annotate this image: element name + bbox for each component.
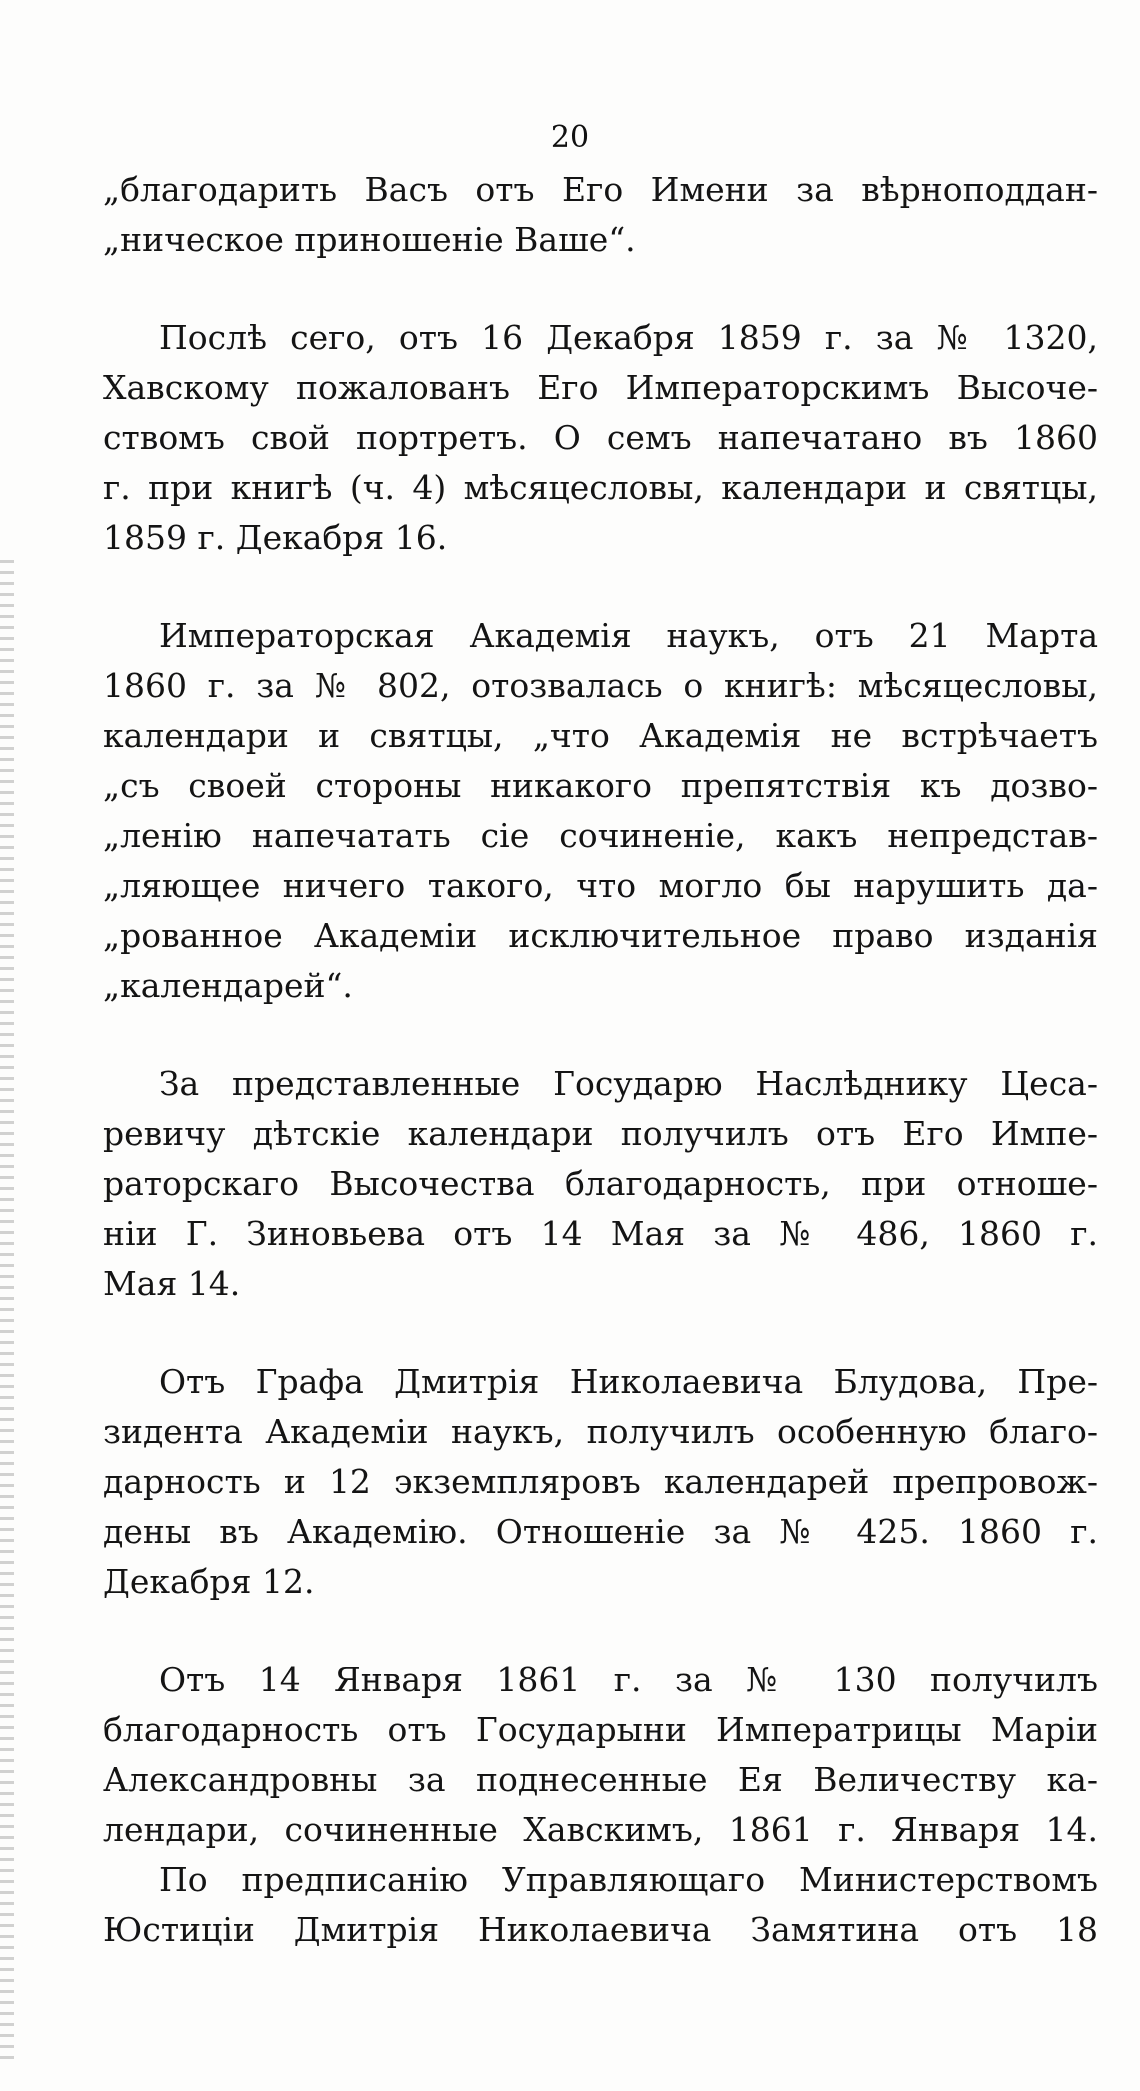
text-line: Юстиціи Дмитрія Николаевича Замятина отъ 18 — [103, 1910, 1098, 1949]
text-line: „ленію напечатать сіе сочиненіе, какъ непредстав- — [103, 816, 1098, 855]
paragraph-4 — [103, 1059, 1098, 1309]
text-line: „ляющее ничего такого, что могло бы нарушить да- — [103, 866, 1098, 905]
body-text — [103, 165, 1098, 1955]
text-line: Послѣ сего, отъ 16 Декабря 1859 г. за № 1320, — [159, 318, 1098, 357]
text-line: Отъ Графа Дмитрія Николаевича Блудова, Пре- — [159, 1362, 1098, 1401]
text-line: ніи Г. Зиновьева отъ 14 Мая за № 486, 1860 г. — [103, 1214, 1098, 1253]
text-line: зидента Академіи наукъ, получилъ особенную благо- — [103, 1412, 1098, 1451]
page-number: 20 — [550, 120, 590, 155]
scan-edge-artifact — [0, 560, 14, 2060]
text-line: 1860 г. за № 802, отозвалась о книгѣ: мѣсяцесловы, — [103, 666, 1098, 705]
text-line: По предписанію Управляющаго Министерствомъ — [159, 1860, 1098, 1899]
text-line: 1859 г. Декабря 16. — [103, 518, 448, 557]
paragraph-2 — [103, 313, 1098, 563]
text-line: дены въ Академію. Отношеніе за № 425. 1860 г. — [103, 1512, 1098, 1551]
paragraph-3 — [103, 611, 1098, 1011]
text-line: Александровны за поднесенные Ея Величеству ка- — [103, 1760, 1098, 1799]
text-line: ревичу дѣтскіе календари получилъ отъ Его Импе- — [103, 1114, 1098, 1153]
text-line: Отъ 14 Января 1861 г. за № 130 получилъ — [159, 1660, 1098, 1699]
text-line: „ническое приношеніе Ваше“. — [103, 220, 636, 259]
paragraph-6 — [103, 1655, 1098, 1855]
text-line: лендари, сочиненные Хавскимъ, 1861 г. Января 14. — [103, 1810, 1098, 1849]
text-line: „благодарить Васъ отъ Его Имени за вѣрноподдан- — [103, 170, 1098, 209]
text-line: Императорская Академія наукъ, отъ 21 Марта — [159, 616, 1098, 655]
text-line: раторскаго Высочества благодарность, при отноше- — [103, 1164, 1098, 1203]
text-line: г. при книгѣ (ч. 4) мѣсяцесловы, календари и святцы, — [103, 468, 1098, 507]
text-line: „календарей“. — [103, 966, 353, 1005]
paragraph-1 — [103, 165, 1098, 265]
text-line: дарность и 12 экземпляровъ календарей препровож- — [103, 1462, 1098, 1501]
text-line: благодарность отъ Государыни Императрицы Маріи — [103, 1710, 1098, 1749]
paragraph-5 — [103, 1357, 1098, 1607]
text-line: Декабря 12. — [103, 1562, 315, 1601]
text-line: „рованное Академіи исключительное право изданія — [103, 916, 1098, 955]
text-line: За представленные Государю Наслѣднику Цеса- — [159, 1064, 1098, 1103]
text-line: ствомъ свой портретъ. О семъ напечатано въ 1860 — [103, 418, 1098, 457]
paragraph-7 — [103, 1855, 1098, 1955]
text-line: Мая 14. — [103, 1264, 241, 1303]
text-line: Хавскому пожалованъ Его Императорскимъ Высоче- — [103, 368, 1098, 407]
text-line: „съ своей стороны никакого препятствія къ дозво- — [103, 766, 1098, 805]
text-line: календари и святцы, „что Академія не встрѣчаетъ — [103, 716, 1098, 755]
